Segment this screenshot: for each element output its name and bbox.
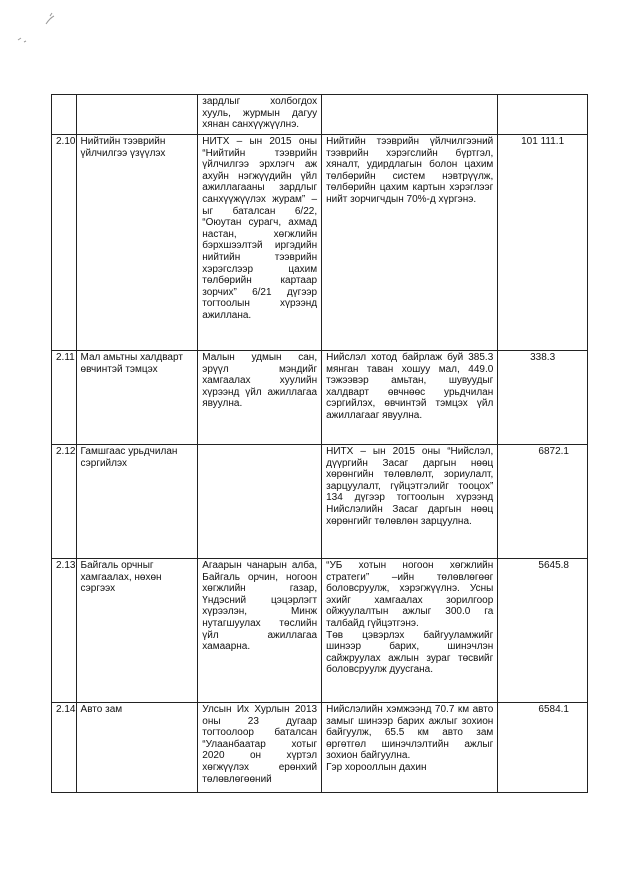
row-number — [52, 95, 77, 135]
amount-cell — [498, 95, 588, 135]
activity-description — [322, 95, 498, 135]
budget-table — [51, 94, 588, 793]
legal-basis — [198, 445, 322, 559]
amount: 101 111.1 — [521, 136, 565, 147]
legal-basis: НИТХ – ын 2015 оны “Нийтийн тээврийн үйлчилгээ эрхлэгч аж ахуйн нэгжүүдийн үйл ажиллагааны зардлыг санхүүжүүлэх журам” – ыг баталсан 6/22, “Оюутан сурагч, ахмад настан, хөгжлийн бэрхшээлтэй иргэдийн нийтийн тээврийн хэрэгслээр цахим төлбөрийн картаар зорчих” 6/21 дүгээр тогтоолын хүрээнд ажиллана. — [198, 135, 322, 351]
amount: 6872.1 — [538, 446, 569, 457]
amount-cell — [498, 445, 588, 559]
table-row — [52, 135, 588, 351]
row-number: 2.14 — [52, 703, 77, 793]
legal-basis: зардлыг холбогдох хууль, журмын дагуу хянан санхүүжүүлнэ. — [198, 95, 322, 135]
pen-mark — [14, 10, 64, 50]
legal-basis: Малын удмын сан, эрүүл мэндийг хамгаалах хуулийн хүрээнд үйл ажиллагаа явуулна. — [198, 351, 322, 445]
row-number: 2.12 — [52, 445, 77, 559]
legal-basis: Улсын Их Хурлын 2013 оны 23 дугаар тогтоолоор баталсан “Улаанбаатар хотыг 2020 он хүртэл хөгжүүлэх ерөнхий төлөвлөгөөний — [198, 703, 322, 793]
program-name: Байгаль орчныг хамгаалах, нөхөн сэргээх — [76, 559, 198, 703]
amount-cell — [498, 559, 588, 703]
table-row — [52, 703, 588, 793]
program-name: Нийтийн тээврийн үйлчилгээ үзүүлэх — [76, 135, 198, 351]
program-name: Мал амьтны халдварт өвчинтэй тэмцэх — [76, 351, 198, 445]
legal-basis: Агаарын чанарын алба, Байгаль орчин, ногоон хөгжлийн газар, Үндэсний цэцэрлэгт хүрээлэн, Минж нутагшуулах төслийн үйл ажиллагаа хамаарна. — [198, 559, 322, 703]
program-name: Гамшгаас урьдчилан сэргийлэх — [76, 445, 198, 559]
table-row — [52, 559, 588, 703]
activity-description: “УБ хотын ногоон хөгжлийн стратеги” –ийн төлөвлөгөөг боловсруулж, хэрэгжүүлнэ. Усны эхийг хамгаалах зорилгоор ойжуулалтын ажлыг 300.0 га талбайд гүйцэтгэнэ. Төв цэвэрлэх байгууламжийг шинээр барих, шинэчлэн сайжруулах ажлын зураг төсвийг боловсруулж дуусгана. — [322, 559, 498, 703]
table-row — [52, 351, 588, 445]
amount-cell — [498, 351, 588, 445]
activity-description: Нийслэлийн хэмжээнд 70.7 км авто замыг шинээр барих ажлыг зохион байгуулж, 65.5 км авто зам өргөтгөл шинэчлэлтийн ажлыг зохион байгуулна. Гэр хорооллын дахин — [322, 703, 498, 793]
row-number: 2.10 — [52, 135, 77, 351]
activity-description: НИТХ – ын 2015 оны “Нийслэл, дүүргийн Засаг даргын нөөц хөрөнгийн төлөвлөлт, зориулалт, зарцуулалт, гүйцэтгэлийг тооцох” 134 дүгээр тогтоолын хүрээнд Нийслэлийн Засаг даргын нөөц хөрөнгийг төлөвлөн зарцуулна. — [322, 445, 498, 559]
activity-description: Нийслэл хотод байрлаж буй 385.3 мянган таван хошуу мал, 449.0 тэжээвэр амьтан, шувуудыг халдварт өвчнөөс урьдчилан сэргийлэх, өвчинтэй тэмцэх үйл ажиллагааг явуулна. — [322, 351, 498, 445]
amount: 6584.1 — [538, 704, 569, 715]
row-number: 2.13 — [52, 559, 77, 703]
row-number: 2.11 — [52, 351, 77, 445]
amount-cell — [498, 135, 588, 351]
table-row — [52, 95, 588, 135]
activity-description: Нийтийн тээврийн үйлчилгээний тээврийн хэрэгслийн бүртгэл, хяналт, удирдлагын болон цахим төлбөрийн систем нэвтрүүлж, төлбөрийн цахим картын хэрэглээг нийт зорчигчдын 70%-д хүргэнэ. — [322, 135, 498, 351]
amount: 338.3 — [530, 352, 556, 363]
program-name — [76, 95, 198, 135]
amount-cell — [498, 703, 588, 793]
program-name: Авто зам — [76, 703, 198, 793]
amount: 5645.8 — [538, 560, 569, 571]
table-row — [52, 445, 588, 559]
